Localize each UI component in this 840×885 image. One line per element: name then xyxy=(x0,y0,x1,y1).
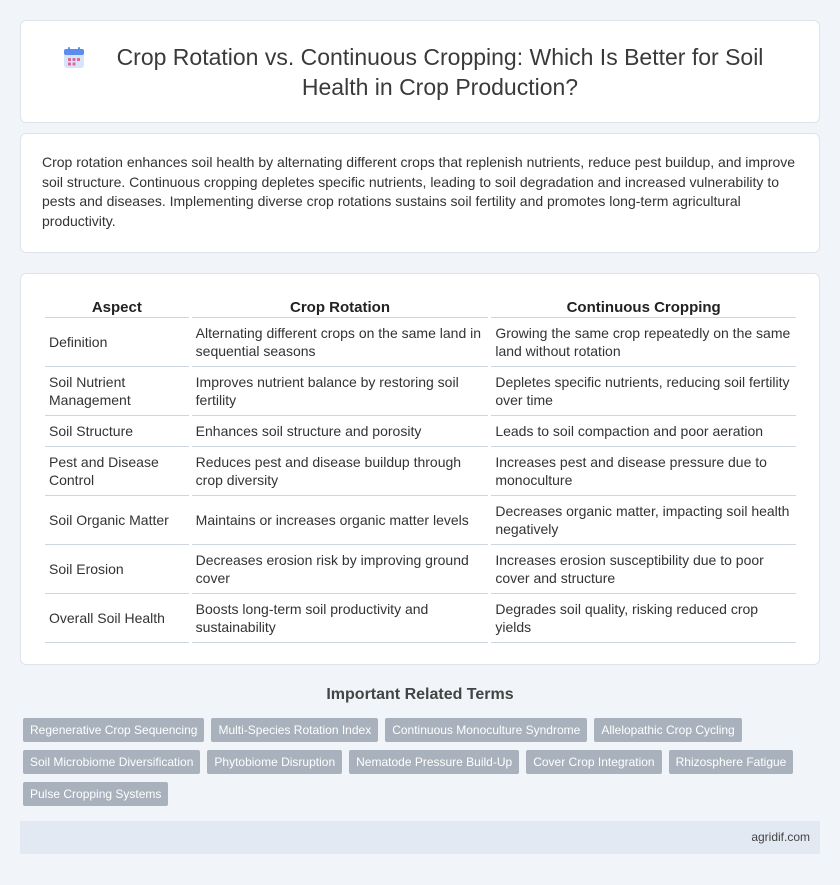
related-term-tag[interactable]: Continuous Monoculture Syndrome xyxy=(385,718,587,742)
continuous-cropping-cell: Increases pest and disease pressure due to monoculture xyxy=(491,447,796,496)
aspect-cell: Overall Soil Health xyxy=(45,594,189,643)
table-row xyxy=(45,416,796,447)
table-header-row xyxy=(45,297,796,318)
footer xyxy=(20,821,820,854)
table-row xyxy=(45,496,796,545)
aspect-cell: Soil Nutrient Management xyxy=(45,367,189,416)
related-term-tag[interactable]: Pulse Cropping Systems xyxy=(23,782,168,806)
footer-site-link[interactable]: agridif.com xyxy=(751,830,810,844)
header-aspect: Aspect xyxy=(45,297,189,318)
continuous-cropping-cell: Increases erosion susceptibility due to poor cover and structure xyxy=(491,545,796,594)
calendar-icon xyxy=(61,45,87,71)
continuous-cropping-cell: Decreases organic matter, impacting soil health negatively xyxy=(491,496,796,545)
aspect-cell: Soil Erosion xyxy=(45,545,189,594)
crop-rotation-cell: Reduces pest and disease buildup through crop diversity xyxy=(192,447,489,496)
related-term-tag[interactable]: Multi-Species Rotation Index xyxy=(211,718,378,742)
crop-rotation-cell: Improves nutrient balance by restoring soil fertility xyxy=(192,367,489,416)
header-crop-rotation: Crop Rotation xyxy=(192,297,489,318)
page-title: Crop Rotation vs. Continuous Cropping: Which Is Better for Soil Health in Crop Production? xyxy=(116,43,764,100)
related-term-tag[interactable]: Cover Crop Integration xyxy=(526,750,661,774)
comparison-card xyxy=(20,273,820,665)
table-row xyxy=(45,594,796,643)
related-terms-title: Important Related Terms xyxy=(326,686,514,703)
crop-rotation-cell: Decreases erosion risk by improving ground cover xyxy=(192,545,489,594)
crop-rotation-cell: Maintains or increases organic matter levels xyxy=(192,496,489,545)
title-wrap xyxy=(61,21,779,122)
crop-rotation-cell: Boosts long-term soil productivity and sustainability xyxy=(192,594,489,643)
crop-rotation-cell: Enhances soil structure and porosity xyxy=(192,416,489,447)
related-term-tag[interactable]: Regenerative Crop Sequencing xyxy=(23,718,204,742)
crop-rotation-cell: Alternating different crops on the same land in sequential seasons xyxy=(192,318,489,367)
related-term-tag[interactable]: Soil Microbiome Diversification xyxy=(23,750,200,774)
summary-card xyxy=(20,133,820,253)
related-terms-list xyxy=(23,718,803,806)
table-row xyxy=(45,318,796,367)
header-continuous-cropping: Continuous Cropping xyxy=(491,297,796,318)
summary-text: Crop rotation enhances soil health by alternating different crops that replenish nutrients, reduce pest buildup, and improve soil structure. Continuous cropping depletes specific nutrients, leading to soil degradation and increased vulnerability to pests and diseases. Implementing diverse crop rotations sustains soil fertility and promotes long-term agricultural productivity. xyxy=(42,154,796,229)
title-card xyxy=(20,20,820,123)
related-term-tag[interactable]: Rhizosphere Fatigue xyxy=(669,750,794,774)
continuous-cropping-cell: Degrades soil quality, risking reduced crop yields xyxy=(491,594,796,643)
related-term-tag[interactable]: Allelopathic Crop Cycling xyxy=(594,718,741,742)
continuous-cropping-cell: Depletes specific nutrients, reducing soil fertility over time xyxy=(491,367,796,416)
table-row xyxy=(45,545,796,594)
related-term-tag[interactable]: Nematode Pressure Build-Up xyxy=(349,750,519,774)
aspect-cell: Soil Structure xyxy=(45,416,189,447)
related-term-tag[interactable]: Phytobiome Disruption xyxy=(207,750,342,774)
continuous-cropping-cell: Leads to soil compaction and poor aeration xyxy=(491,416,796,447)
aspect-cell: Definition xyxy=(45,318,189,367)
comparison-table xyxy=(42,297,799,643)
table-row xyxy=(45,367,796,416)
continuous-cropping-cell: Growing the same crop repeatedly on the same land without rotation xyxy=(491,318,796,367)
aspect-cell: Pest and Disease Control xyxy=(45,447,189,496)
table-row xyxy=(45,447,796,496)
aspect-cell: Soil Organic Matter xyxy=(45,496,189,545)
